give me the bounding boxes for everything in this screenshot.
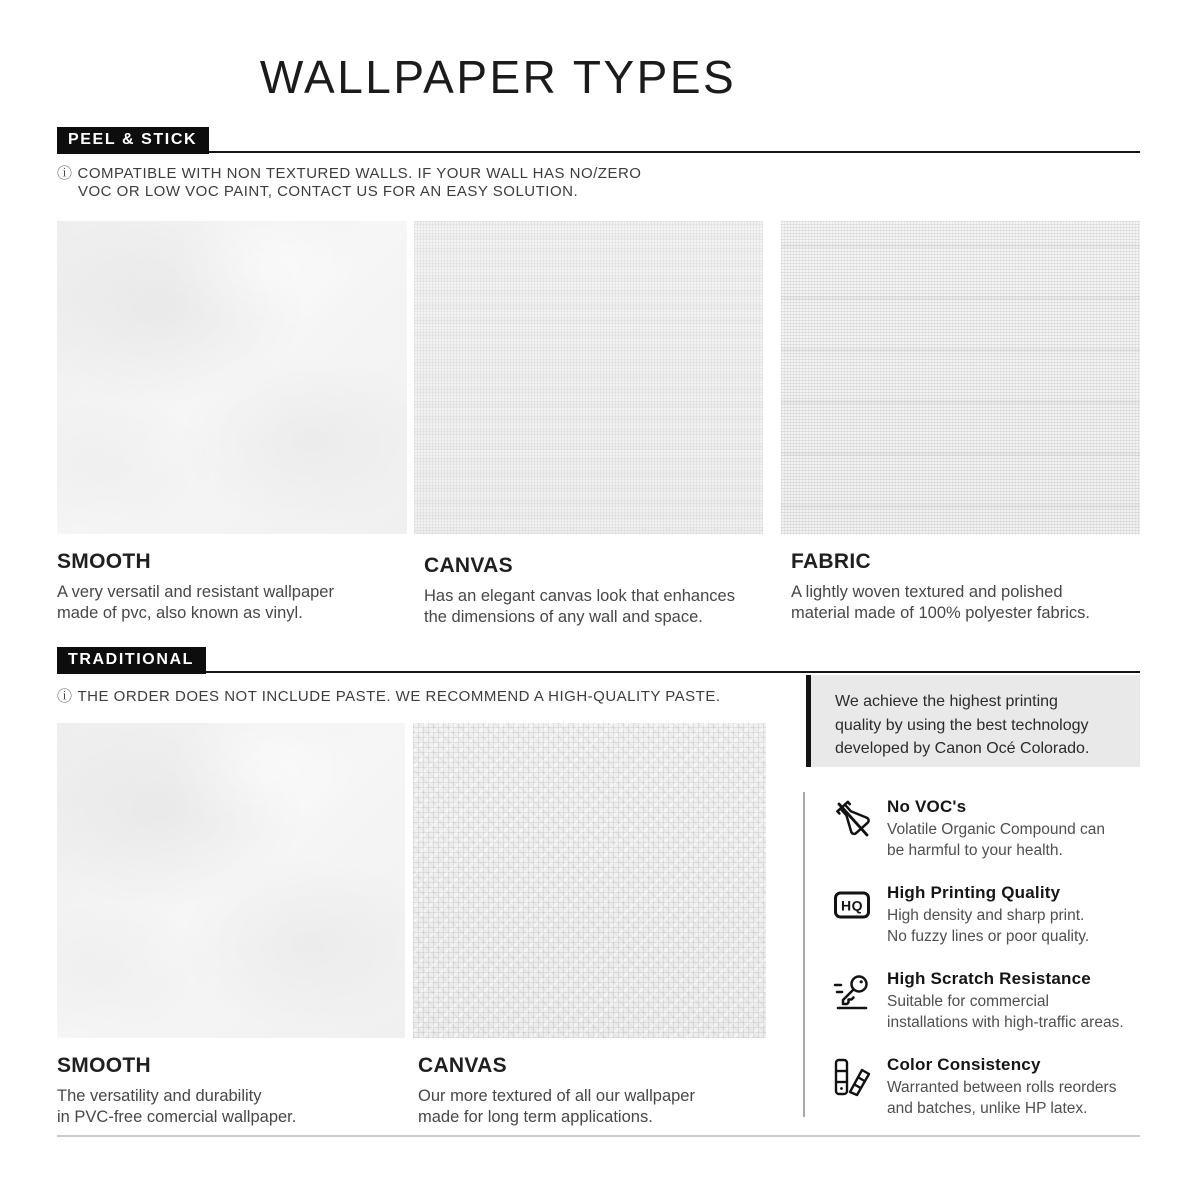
feature-title: No VOC's (887, 797, 967, 816)
page-title: WALLPAPER TYPES (259, 51, 737, 103)
feature-item-scratch-resistance (832, 969, 1124, 1033)
bottom-divider-line (57, 1135, 1140, 1137)
info-icon: ⓘ (57, 165, 73, 182)
feature-desc-line1: High density and sharp print. (887, 907, 1085, 924)
section-label-traditional: TRADITIONAL (57, 647, 206, 674)
section-label-peel-stick: PEEL & STICK (57, 127, 209, 154)
swatch-description (57, 1086, 405, 1127)
feature-title: High Scratch Resistance (887, 969, 1091, 988)
section-divider-line (57, 151, 1140, 153)
swatch-title: SMOOTH (57, 1054, 151, 1077)
swatch-desc-line1: A lightly woven textured and polished (791, 583, 1063, 601)
texture-sample-smooth (57, 723, 405, 1038)
swatch-desc-line1: The versatility and durability (57, 1087, 262, 1105)
feature-desc-line2: installations with high-traffic areas. (887, 1013, 1124, 1031)
swatch-desc-line2: material made of 100% polyester fabrics. (791, 603, 1090, 622)
quality-text-line3: developed by Canon Océ Colorado. (835, 740, 1090, 757)
feature-desc-line2: No fuzzy lines or poor quality. (887, 927, 1090, 945)
feature-description (887, 992, 1124, 1033)
feature-desc-line1: Warranted between rolls reorders (887, 1079, 1117, 1096)
swatch-column-traditional-smooth (57, 723, 405, 1127)
traditional-note (57, 688, 721, 706)
swatch-desc-line1: A very versatil and resistant wallpaper (57, 583, 334, 601)
swatch-description (424, 586, 763, 627)
feature-desc-line1: Suitable for commercial (887, 993, 1049, 1010)
swatch-description (418, 1086, 766, 1127)
peel-stick-note (57, 165, 641, 200)
swatch-desc-line1: Has an elegant canvas look that enhances (424, 587, 735, 605)
svg-text:HQ: HQ (841, 897, 863, 914)
feature-title: Color Consistency (887, 1055, 1041, 1074)
feature-desc-line1: Volatile Organic Compound can (887, 821, 1105, 838)
swatch-desc-line1: Our more textured of all our wallpaper (418, 1087, 695, 1105)
info-icon: ⓘ (57, 688, 73, 705)
feature-description (887, 820, 1105, 861)
swatch-column-peel-smooth (57, 221, 407, 623)
scratch-key-icon (832, 971, 872, 1011)
hq-badge-icon (832, 885, 872, 925)
feature-desc-line2: and batches, unlike HP latex. (887, 1099, 1088, 1117)
swatch-title: CANVAS (424, 554, 513, 577)
features-divider-line (803, 792, 805, 1117)
texture-sample-smooth (57, 221, 407, 534)
quality-text-line1: We achieve the highest printing (835, 693, 1058, 710)
swatch-column-traditional-canvas (413, 723, 766, 1127)
feature-item-no-voc (832, 797, 1105, 861)
feature-title: High Printing Quality (887, 883, 1061, 902)
swatch-description (791, 582, 1140, 623)
note-text-line2: VOC OR LOW VOC PAINT, CONTACT US FOR AN EASY SOLUTION. (78, 182, 579, 200)
features-list (832, 797, 1162, 1147)
swatch-title: SMOOTH (57, 550, 151, 573)
swatch-desc-line2: made of pvc, also known as vinyl. (57, 603, 303, 622)
section-divider-line (57, 671, 1140, 673)
swatch-desc-line2: made for long term applications. (418, 1107, 653, 1126)
texture-sample-canvas-coarse (413, 723, 766, 1038)
color-swatches-icon (832, 1057, 872, 1097)
texture-sample-fabric (781, 221, 1140, 534)
note-text-line1: THE ORDER DOES NOT INCLUDE PASTE. WE RECOMMEND A HIGH-QUALITY PASTE. (77, 688, 721, 705)
quality-callout-text (811, 675, 1140, 761)
feature-description (887, 906, 1089, 947)
swatch-desc-line2: in PVC-free comercial wallpaper. (57, 1107, 297, 1126)
feature-item-high-printing-quality (832, 883, 1089, 947)
swatch-title: CANVAS (418, 1054, 507, 1077)
swatch-description (57, 582, 407, 623)
swatch-column-peel-canvas (414, 221, 763, 627)
feature-item-color-consistency (832, 1055, 1116, 1119)
quality-callout (806, 675, 1140, 767)
swatch-desc-line2: the dimensions of any wall and space. (424, 607, 703, 626)
swatch-column-peel-fabric (781, 221, 1140, 623)
note-text-line1: COMPATIBLE WITH NON TEXTURED WALLS. IF YOUR WALL HAS NO/ZERO (77, 165, 642, 182)
texture-sample-canvas (414, 221, 763, 534)
quality-text-line2: quality by using the best technology (835, 716, 1089, 734)
no-voc-icon (832, 799, 872, 839)
feature-description (887, 1078, 1116, 1119)
swatch-title: FABRIC (791, 550, 871, 573)
feature-desc-line2: be harmful to your health. (887, 841, 1063, 859)
